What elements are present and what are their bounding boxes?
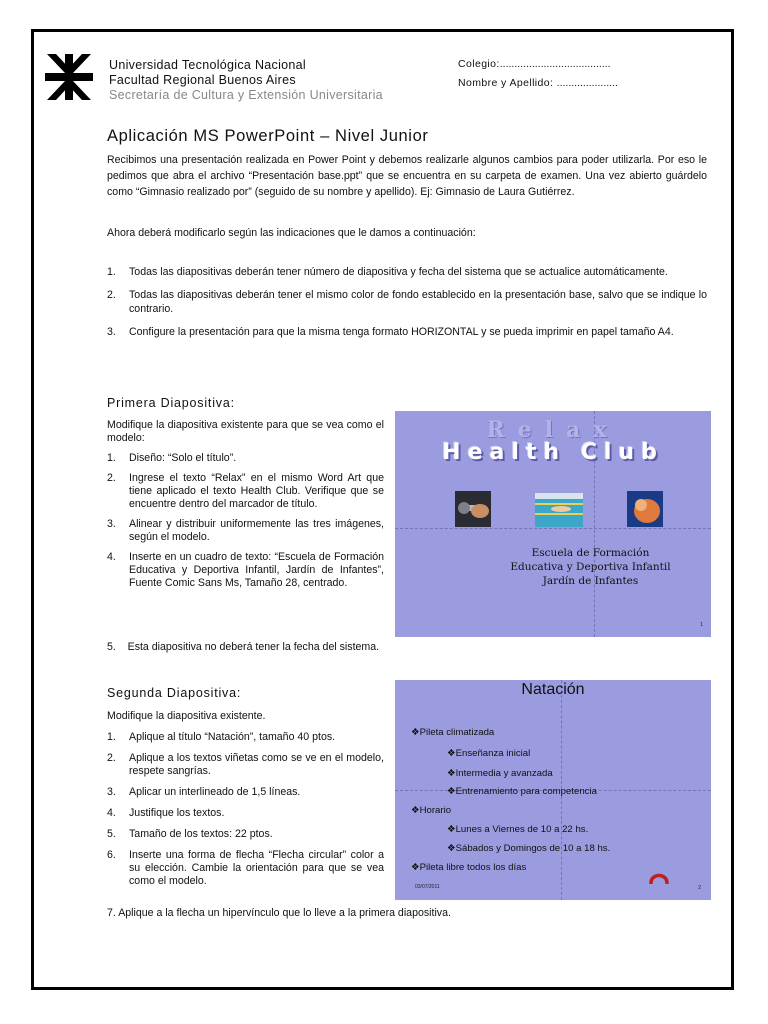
natacion-title: Natación (521, 681, 585, 698)
utn-logo (45, 54, 93, 100)
health-club-wordart: Health Club (442, 440, 664, 465)
bullet-item: ❖Lunes a Viernes de 10 a 22 hs. (447, 824, 589, 835)
list-item: 2. Ingrese el texto “Relax” en el mismo Word Art que tiene aplicado el texto Health Club. Verifique que se encuentre dentro del marcador de título. (107, 472, 384, 510)
slide-1-preview (395, 411, 711, 637)
second-slide-instructions: Modifique la diapositiva existente. 1. Aplique al título “Natación”, tamaño 40 ptos. 2. Aplique a los textos viñetas como se ve en el modelo, respete sangrías. 3. Aplicar un interlineado de 1,5 líneas. 4. Justifique los textos. 5. Tamaño de los textos: 22 ptos. 6. Inserte una forma de flecha “Flecha circular” color a su elección. Cambie la orientación para que se vea como el modelo. (107, 710, 384, 887)
page-title: Aplicación MS PowerPoint – Nivel Junior (107, 127, 429, 145)
circular-arrow-icon[interactable] (649, 870, 669, 884)
massage-photo-icon (627, 491, 663, 527)
slide-number: 2 (698, 885, 701, 891)
intro-paragraph: Recibimos una presentación realizada en Power Point y debemos realizarle algunos cambios para poder utilizarla. Por eso le pedimos que abra el archivo “Presentación base.ppt” que se encuentra en su carpeta de examen. Una vez abierto guárdelo como “Gimnasio realizado por” (seguido de su nombre y apellido). Ej: Gimnasio de Laura Gutiérrez. (107, 154, 707, 198)
bullet-item: ❖Pileta climatizada (411, 727, 495, 738)
list-item: 1. Aplique al título “Natación”, tamaño 40 ptos. (107, 731, 336, 743)
pool-photo-icon (535, 493, 583, 527)
list-item: 2. Todas las diapositivas deberán tener el mismo color de fondo establecido en la presentación base, salvo que se indique lo contrario. (107, 289, 707, 315)
first-slide-heading: Primera Diapositiva: (107, 396, 235, 410)
bullet-item: ❖Pileta libre todos los días (411, 862, 527, 873)
slide-2-preview (395, 680, 711, 900)
faculty-name: Facultad Regional Buenos Aires (109, 73, 296, 87)
first-slide-instructions: Modifique la diapositiva existente para que se vea como el modelo: 1. Diseño: “Solo el título”. 2. Ingrese el texto “Relax” en el mismo Word Art que tiene aplicado el texto Health Club. Verifique que se encuentre dentro del marcador de título. 3. Alinear y distribuir uniformemente las tres imágenes, según el modelo. 4. Inserte en un cuadro de texto: “Escuela de Formación Educativa y Deportiva Infantil, Jardín de Infantes”, Fuente Comic Sans Ms, Tamaño 28, centrado. (107, 419, 384, 589)
student-fields (458, 55, 618, 93)
list-item: 3. Alinear y distribuir uniformemente las tres imágenes, según el modelo. (107, 518, 384, 543)
bullet-item: ❖Entrenamiento para competencia (447, 786, 597, 797)
list-item: 5. Tamaño de los textos: 22 ptos. (107, 828, 273, 840)
list-item: 4. Justifique los textos. (107, 807, 225, 819)
slide-date: 03/07/2011 (415, 884, 440, 890)
nombre-field: Nombre y Apellido: ..................... (458, 77, 618, 89)
list-item: 3. Aplicar un interlineado de 1,5 líneas. (107, 786, 301, 798)
list-item: 1. Todas las diapositivas deberán tener número de diapositiva y fecha del sistema que se actualice automáticamente. (107, 266, 668, 278)
second-slide-heading: Segunda Diapositiva: (107, 686, 242, 700)
bullet-item: ❖Enseñanza inicial (447, 748, 531, 759)
dumbbell-photo-icon (455, 491, 491, 527)
bullet-item: ❖Horario (411, 805, 452, 816)
list-item: 1. Diseño: “Solo el título”. (107, 452, 237, 464)
list-item: 2. Aplique a los textos viñetas como se ve en el modelo, respete sangrías. (107, 752, 384, 777)
first-slide-item-5: 5. Esta diapositiva no deberá tener la fecha del sistema. (107, 641, 380, 653)
escuela-textbox: Escuela de Formación Educativa y Deportiva Infantil Jardín de Infantes (510, 547, 671, 587)
intro-paragraph-2: Ahora deberá modificarlo según las indicaciones que le damos a continuación: (107, 227, 476, 239)
list-item: 6. Inserte una forma de flecha “Flecha circular” color a su elección. Cambie la orientación para que se vea como el modelo. (107, 849, 384, 887)
colegio-field: Colegio:...................................... (458, 58, 611, 70)
secretariat-name: Secretaría de Cultura y Extensión Universitaria (109, 88, 383, 102)
second-slide-item-7: 7. Aplique a la flecha un hipervínculo que lo lleve a la primera diapositiva. (107, 907, 451, 919)
list-item: 4. Inserte en un cuadro de texto: “Escuela de Formación Educativa y Deportiva Infantil, Jardín de Infantes”, Fuente Comic Sans Ms, Tamaño 28, centrado. (107, 551, 384, 589)
relax-wordart: Relax (486, 417, 620, 443)
list-item: 3. Configure la presentación para que la misma tenga formato HORIZONTAL y se pueda imprimir en papel tamaño A4. (107, 326, 674, 338)
university-name: Universidad Tecnológica Nacional (109, 58, 306, 72)
bullet-item: ❖Intermedia y avanzada (447, 768, 553, 779)
slide-number: 1 (700, 622, 703, 628)
general-instructions (107, 265, 707, 339)
institution-header (109, 58, 383, 103)
bullet-item: ❖Sábados y Domingos de 10 a 18 hs. (447, 843, 611, 854)
